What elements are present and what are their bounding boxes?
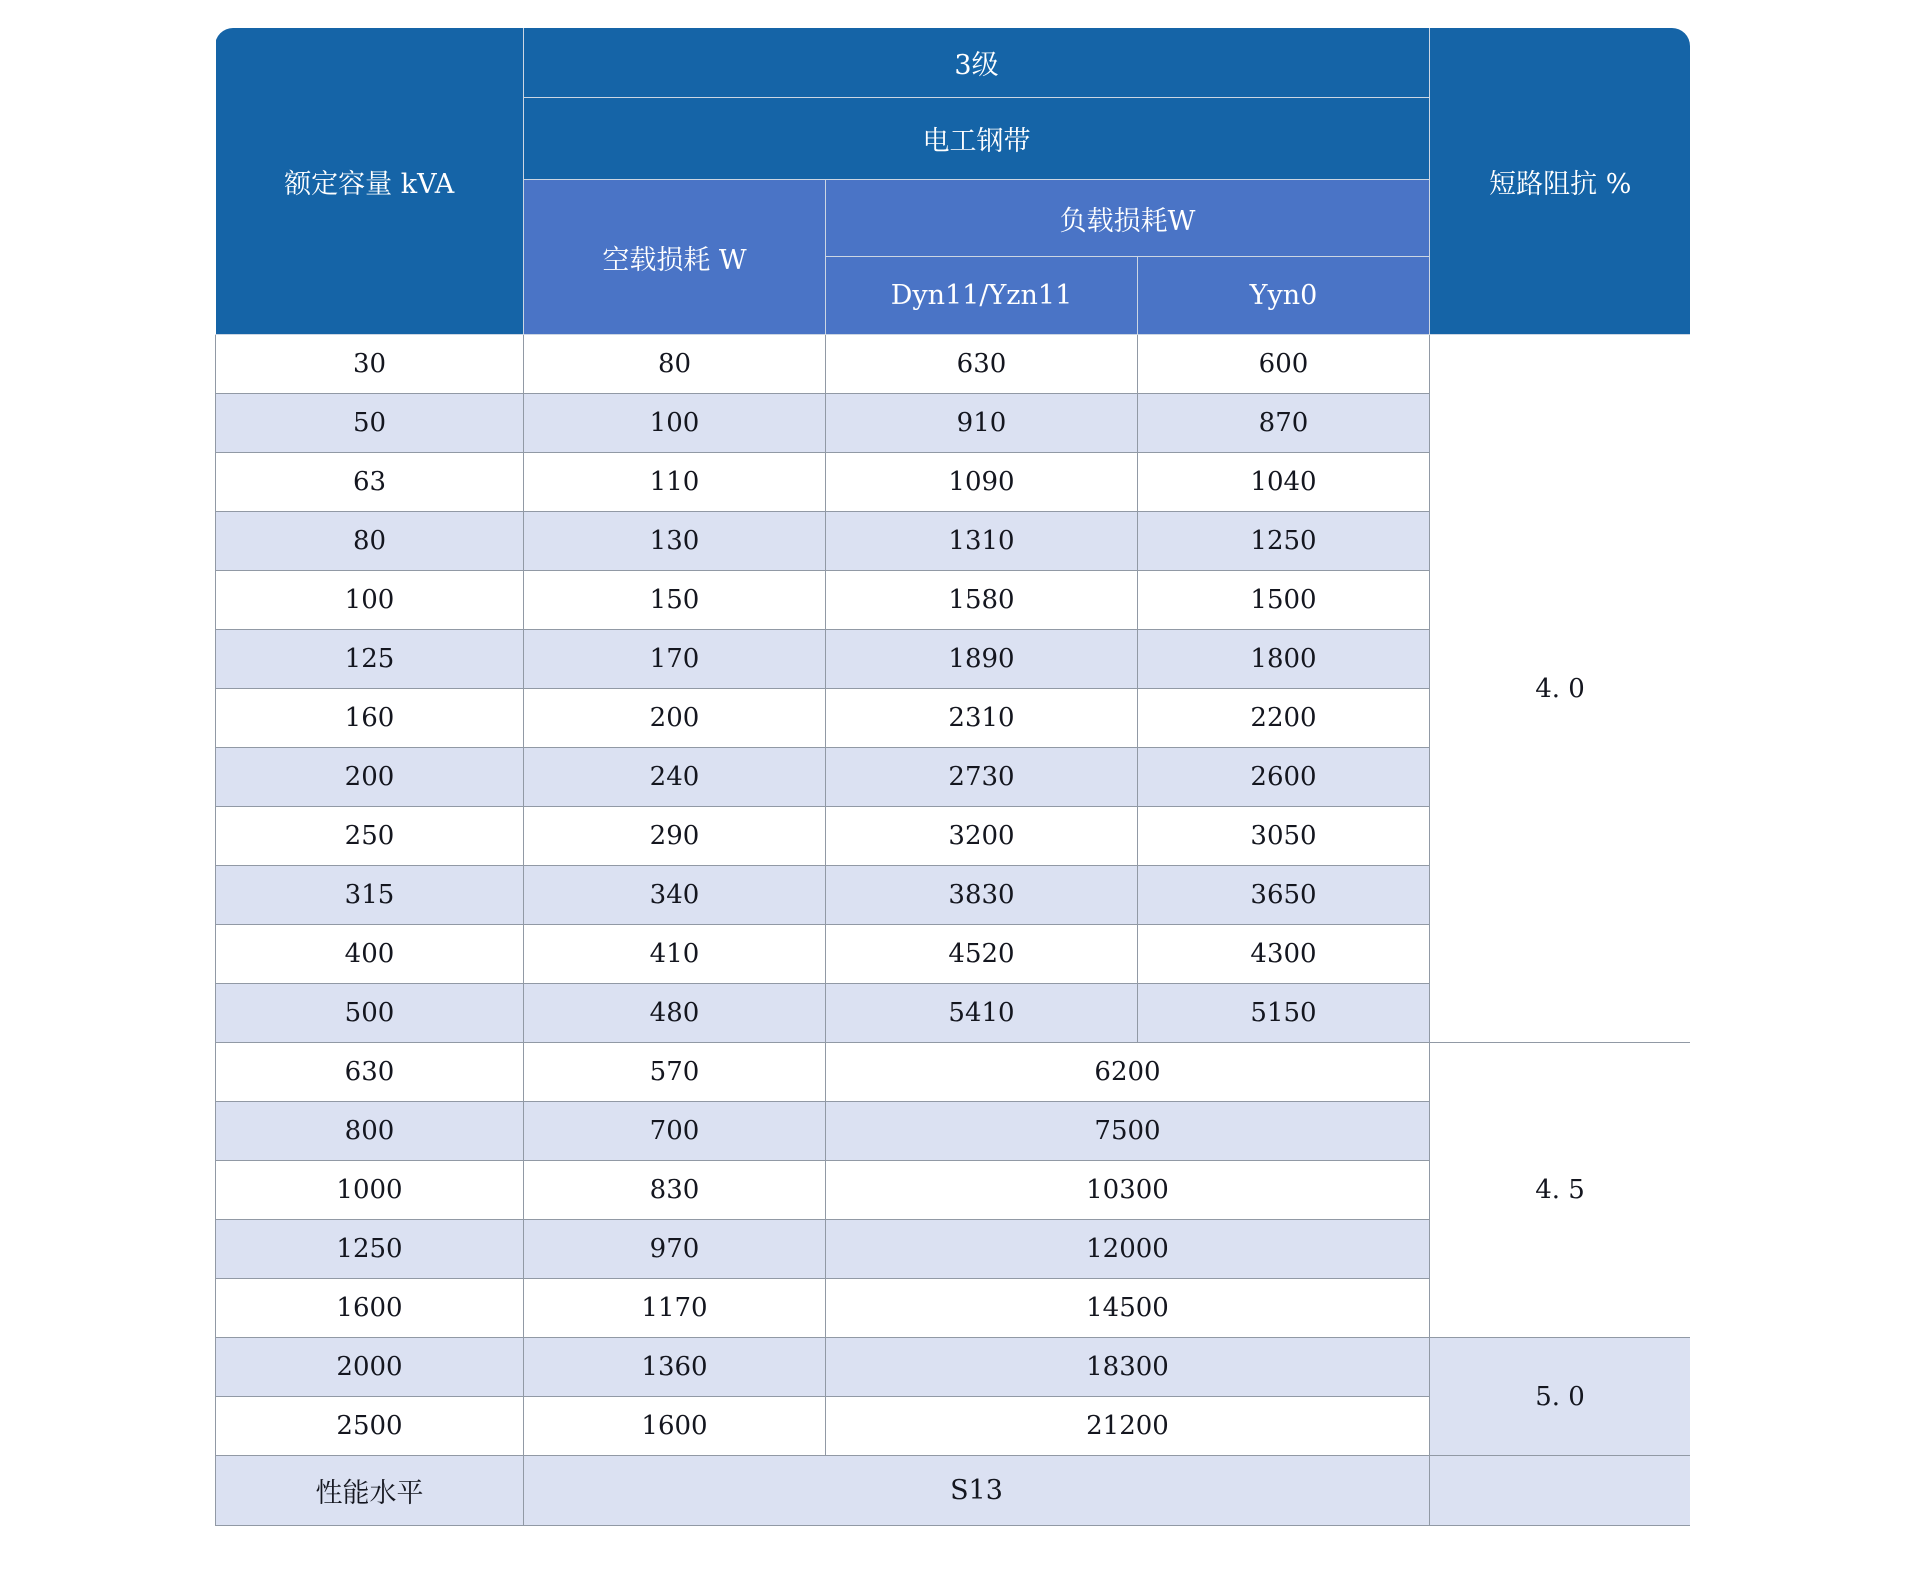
load-loss-cell: 7500 — [826, 1102, 1430, 1161]
capacity-cell: 63 — [216, 453, 524, 512]
spec-table — [215, 28, 1690, 1526]
no-load-loss-cell: 240 — [524, 748, 826, 807]
load-loss-dyn-cell: 5410 — [826, 984, 1138, 1043]
no-load-loss-cell: 410 — [524, 925, 826, 984]
capacity-cell: 100 — [216, 571, 524, 630]
capacity-cell: 1600 — [216, 1279, 524, 1338]
capacity-cell: 30 — [216, 335, 524, 394]
impedance-footer-cell — [1430, 1456, 1691, 1526]
header-row-grade — [216, 28, 1691, 98]
load-loss-dyn-cell: 2730 — [826, 748, 1138, 807]
no-load-loss-cell: 480 — [524, 984, 826, 1043]
no-load-loss-cell: 1360 — [524, 1338, 826, 1397]
capacity-cell: 250 — [216, 807, 524, 866]
transformer-loss-table — [215, 28, 1690, 1526]
load-loss-dyn-cell: 1310 — [826, 512, 1138, 571]
load-loss-cell: 18300 — [826, 1338, 1430, 1397]
header-dyn11: Dyn11/Yzn11 — [826, 257, 1138, 335]
load-loss-yyn-cell: 4300 — [1138, 925, 1430, 984]
capacity-cell: 200 — [216, 748, 524, 807]
load-loss-yyn-cell: 3650 — [1138, 866, 1430, 925]
header-grade: 3级 — [524, 28, 1430, 98]
performance-value: S13 — [524, 1456, 1430, 1526]
load-loss-dyn-cell: 630 — [826, 335, 1138, 394]
table-row — [216, 335, 1691, 394]
load-loss-dyn-cell: 2310 — [826, 689, 1138, 748]
capacity-cell: 80 — [216, 512, 524, 571]
capacity-cell: 50 — [216, 394, 524, 453]
table-header — [216, 28, 1691, 335]
no-load-loss-cell: 200 — [524, 689, 826, 748]
load-loss-dyn-cell: 4520 — [826, 925, 1138, 984]
load-loss-dyn-cell: 3200 — [826, 807, 1138, 866]
no-load-loss-cell: 570 — [524, 1043, 826, 1102]
capacity-cell: 315 — [216, 866, 524, 925]
table-row — [216, 1043, 1691, 1102]
load-loss-cell: 10300 — [826, 1161, 1430, 1220]
capacity-cell: 1250 — [216, 1220, 524, 1279]
load-loss-dyn-cell: 1580 — [826, 571, 1138, 630]
header-capacity: 额定容量 kVA — [216, 28, 524, 335]
impedance-cell: 4. 0 — [1430, 335, 1691, 1043]
load-loss-yyn-cell: 1800 — [1138, 630, 1430, 689]
load-loss-cell: 14500 — [826, 1279, 1430, 1338]
no-load-loss-cell: 170 — [524, 630, 826, 689]
load-loss-yyn-cell: 5150 — [1138, 984, 1430, 1043]
load-loss-yyn-cell: 2200 — [1138, 689, 1430, 748]
no-load-loss-cell: 110 — [524, 453, 826, 512]
load-loss-yyn-cell: 2600 — [1138, 748, 1430, 807]
load-loss-dyn-cell: 3830 — [826, 866, 1138, 925]
impedance-cell: 4. 5 — [1430, 1043, 1691, 1338]
no-load-loss-cell: 80 — [524, 335, 826, 394]
load-loss-yyn-cell: 1040 — [1138, 453, 1430, 512]
load-loss-cell: 12000 — [826, 1220, 1430, 1279]
impedance-cell: 5. 0 — [1430, 1338, 1691, 1456]
load-loss-yyn-cell: 1250 — [1138, 512, 1430, 571]
load-loss-dyn-cell: 1090 — [826, 453, 1138, 512]
table-body — [216, 335, 1691, 1526]
header-steel: 电工钢带 — [524, 98, 1430, 180]
capacity-cell: 2000 — [216, 1338, 524, 1397]
header-yyn0: Yyn0 — [1138, 257, 1430, 335]
header-load-loss: 负载损耗W — [826, 180, 1430, 257]
load-loss-yyn-cell: 1500 — [1138, 571, 1430, 630]
capacity-cell: 800 — [216, 1102, 524, 1161]
header-no-load-loss: 空载损耗 W — [524, 180, 826, 335]
no-load-loss-cell: 150 — [524, 571, 826, 630]
load-loss-yyn-cell: 870 — [1138, 394, 1430, 453]
no-load-loss-cell: 1170 — [524, 1279, 826, 1338]
no-load-loss-cell: 290 — [524, 807, 826, 866]
table-row — [216, 1338, 1691, 1397]
no-load-loss-cell: 970 — [524, 1220, 826, 1279]
load-loss-cell: 6200 — [826, 1043, 1430, 1102]
no-load-loss-cell: 830 — [524, 1161, 826, 1220]
load-loss-cell: 21200 — [826, 1397, 1430, 1456]
load-loss-yyn-cell: 600 — [1138, 335, 1430, 394]
no-load-loss-cell: 130 — [524, 512, 826, 571]
capacity-cell: 500 — [216, 984, 524, 1043]
load-loss-dyn-cell: 1890 — [826, 630, 1138, 689]
capacity-cell: 125 — [216, 630, 524, 689]
load-loss-yyn-cell: 3050 — [1138, 807, 1430, 866]
capacity-cell: 1000 — [216, 1161, 524, 1220]
performance-row — [216, 1456, 1691, 1526]
no-load-loss-cell: 1600 — [524, 1397, 826, 1456]
capacity-cell: 160 — [216, 689, 524, 748]
no-load-loss-cell: 700 — [524, 1102, 826, 1161]
load-loss-dyn-cell: 910 — [826, 394, 1138, 453]
no-load-loss-cell: 340 — [524, 866, 826, 925]
no-load-loss-cell: 100 — [524, 394, 826, 453]
header-impedance: 短路阻抗 % — [1430, 28, 1691, 335]
capacity-cell: 400 — [216, 925, 524, 984]
capacity-cell: 630 — [216, 1043, 524, 1102]
performance-label: 性能水平 — [216, 1456, 524, 1526]
capacity-cell: 2500 — [216, 1397, 524, 1456]
